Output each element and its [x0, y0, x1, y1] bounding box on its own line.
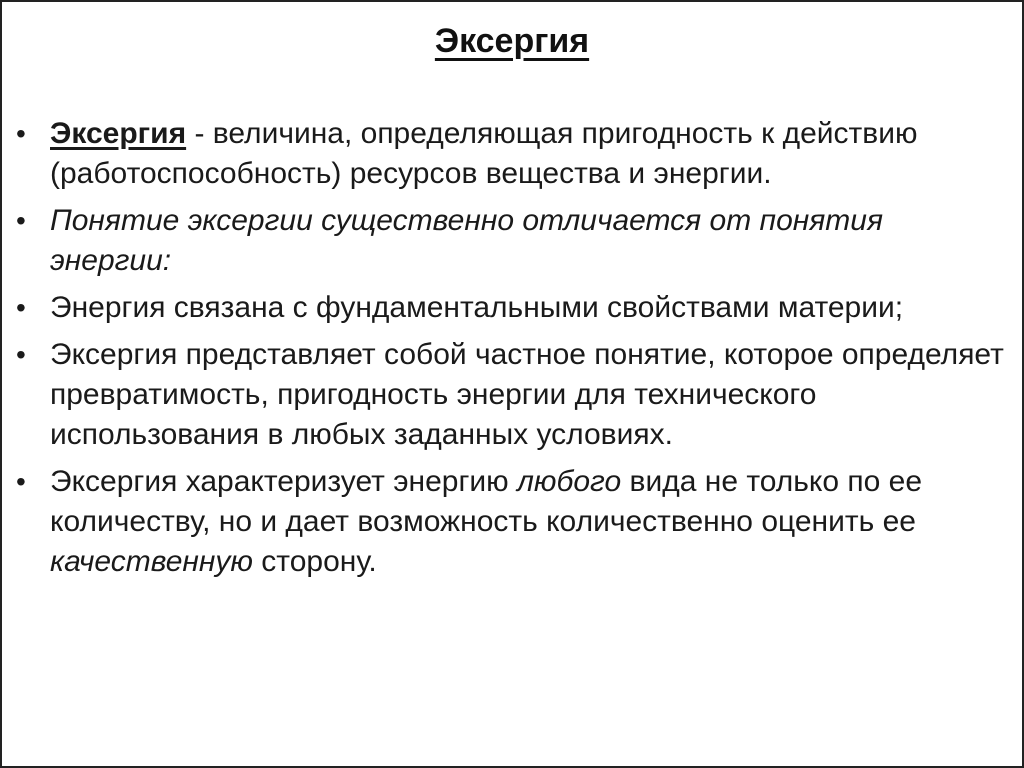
bullet-exergy-characterizes: [10, 462, 1010, 582]
exergy-characterizes-italic-any: любого: [517, 465, 622, 498]
bullet-definition: [10, 114, 1010, 194]
bullet-marker: •: [16, 118, 26, 149]
definition-term: Эксергия: [50, 117, 187, 150]
bullet-marker: •: [16, 339, 26, 370]
bullet-energy-properties: [10, 288, 1010, 328]
exergy-characterizes-text-before: Эксергия характеризует энергию: [50, 465, 518, 498]
bullet-concept-difference: [10, 201, 1010, 281]
exergy-concept-text: Эксергия представляет собой частное понятие, которое определяет превратимость, пригодность энергии для технического использования в любых заданных условиях.: [50, 338, 1004, 451]
slide-title: Эксергия: [434, 22, 590, 60]
bullet-exergy-concept: [10, 335, 1010, 455]
concept-difference-text: Понятие эксергии существенно отличается от понятия энергии:: [50, 204, 883, 277]
bullet-marker: •: [16, 466, 26, 497]
bullet-list: [10, 114, 1010, 589]
exergy-characterizes-text-middle: вида не только по ее количеству, но и дает возможность количественно оценить ее: [50, 465, 923, 538]
energy-properties-text: Энергия связана с фундаментальными свойствами материи;: [50, 291, 904, 324]
bullet-marker: •: [16, 205, 26, 236]
definition-text: - величина, определяющая пригодность к действию (работоспособность) ресурсов вещества и энергии.: [50, 117, 918, 190]
exergy-characterizes-italic-quality: качественную: [50, 545, 253, 578]
bullet-marker: •: [16, 292, 26, 323]
exergy-characterizes-text-after: сторону.: [252, 545, 377, 578]
